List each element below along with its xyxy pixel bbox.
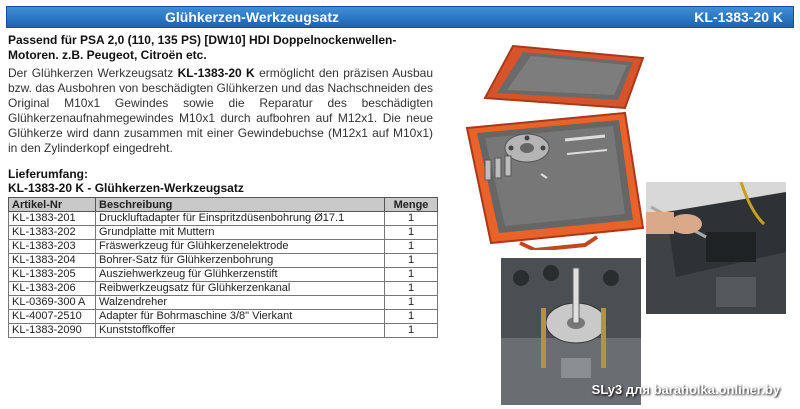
table-row	[9, 296, 438, 310]
artikel-nr: KL-0369-300 A	[9, 296, 96, 310]
product-code: KL-1383-20 K	[694, 9, 783, 25]
menge: 1	[385, 282, 438, 296]
table-row	[9, 212, 438, 226]
beschreibung: Grundplatte mit Muttern	[96, 226, 385, 240]
menge: 1	[385, 324, 438, 338]
description-code: KL-1383-20 K	[177, 66, 255, 80]
watermark: SLy3 для baraholka.onliner.by	[591, 382, 780, 397]
beschreibung: Walzendreher	[96, 296, 385, 310]
artikel-nr: KL-1383-204	[9, 254, 96, 268]
parts-table	[8, 197, 438, 338]
menge: 1	[385, 254, 438, 268]
menge: 1	[385, 240, 438, 254]
beschreibung: Adapter für Bohrmaschine 3/8" Vierkant	[96, 310, 385, 324]
artikel-nr: KL-1383-201	[9, 212, 96, 226]
col-artikel: Artikel-Nr	[9, 198, 96, 212]
lieferumfang-heading: KL-1383-20 K - Glühkerzen-Werkzeugsatz	[8, 181, 244, 195]
description	[8, 66, 433, 156]
table-row	[9, 240, 438, 254]
artikel-nr: KL-1383-202	[9, 226, 96, 240]
tool-case-photo	[455, 38, 655, 250]
table-row	[9, 254, 438, 268]
artikel-nr: KL-1383-205	[9, 268, 96, 282]
beschreibung: Reibwerkzeugsatz für Glühkerzenkanal	[96, 282, 385, 296]
beschreibung: Druckluftadapter für Einspritzdüsenbohrung Ø17.1	[96, 212, 385, 226]
col-beschreibung: Beschreibung	[96, 198, 385, 212]
beschreibung: Ausziehwerkzeug für Glühkerzenstift	[96, 268, 385, 282]
description-part2: ermöglicht den präzisen Ausbau bzw. das Ausbohren von beschädigten Glühkerzen und das Nachschneiden des Original M10x1 Gewindes sowie die Reparatur des beschädigten Glühkerzenaufnahmegewindes M10x1 durch aufbohren auf M12x1. Die neue Glühkerze wird dann zusammen mit einer Gewindebuchse (M12x1 auf M10x1) in den Zylinderkopf eingedreht.	[8, 66, 433, 155]
menge: 1	[385, 296, 438, 310]
beschreibung: Fräswerkzeug für Glühkerzenelektrode	[96, 240, 385, 254]
page-title: Glühkerzen-Werkzeugsatz	[164, 9, 339, 25]
table-header-row	[9, 198, 438, 212]
table-row	[9, 282, 438, 296]
artikel-nr: KL-1383-206	[9, 282, 96, 296]
artikel-nr: KL-1383-203	[9, 240, 96, 254]
artikel-nr: KL-1383-2090	[9, 324, 96, 338]
beschreibung: Kunststoffkoffer	[96, 324, 385, 338]
menge: 1	[385, 226, 438, 240]
menge: 1	[385, 268, 438, 282]
table-row	[9, 226, 438, 240]
description-part1: Der Glühkerzen Werkzeugsatz	[8, 66, 178, 80]
beschreibung: Bohrer-Satz für Glühkerzenbohrung	[96, 254, 385, 268]
lieferumfang	[8, 167, 244, 195]
menge: 1	[385, 212, 438, 226]
table-row	[9, 324, 438, 338]
menge: 1	[385, 310, 438, 324]
subtitle: Passend für PSA 2,0 (110, 135 PS) [DW10] HDI Doppelnockenwellen-Motoren. z.B. Peugeot, Citroën etc.	[8, 33, 397, 62]
table-row	[9, 310, 438, 324]
table-row	[9, 268, 438, 282]
artikel-nr: KL-4007-2510	[9, 310, 96, 324]
title-bar	[6, 6, 794, 28]
lieferumfang-label: Lieferumfang:	[8, 167, 89, 181]
col-menge: Menge	[385, 198, 438, 212]
engine-hand-photo	[646, 182, 786, 314]
